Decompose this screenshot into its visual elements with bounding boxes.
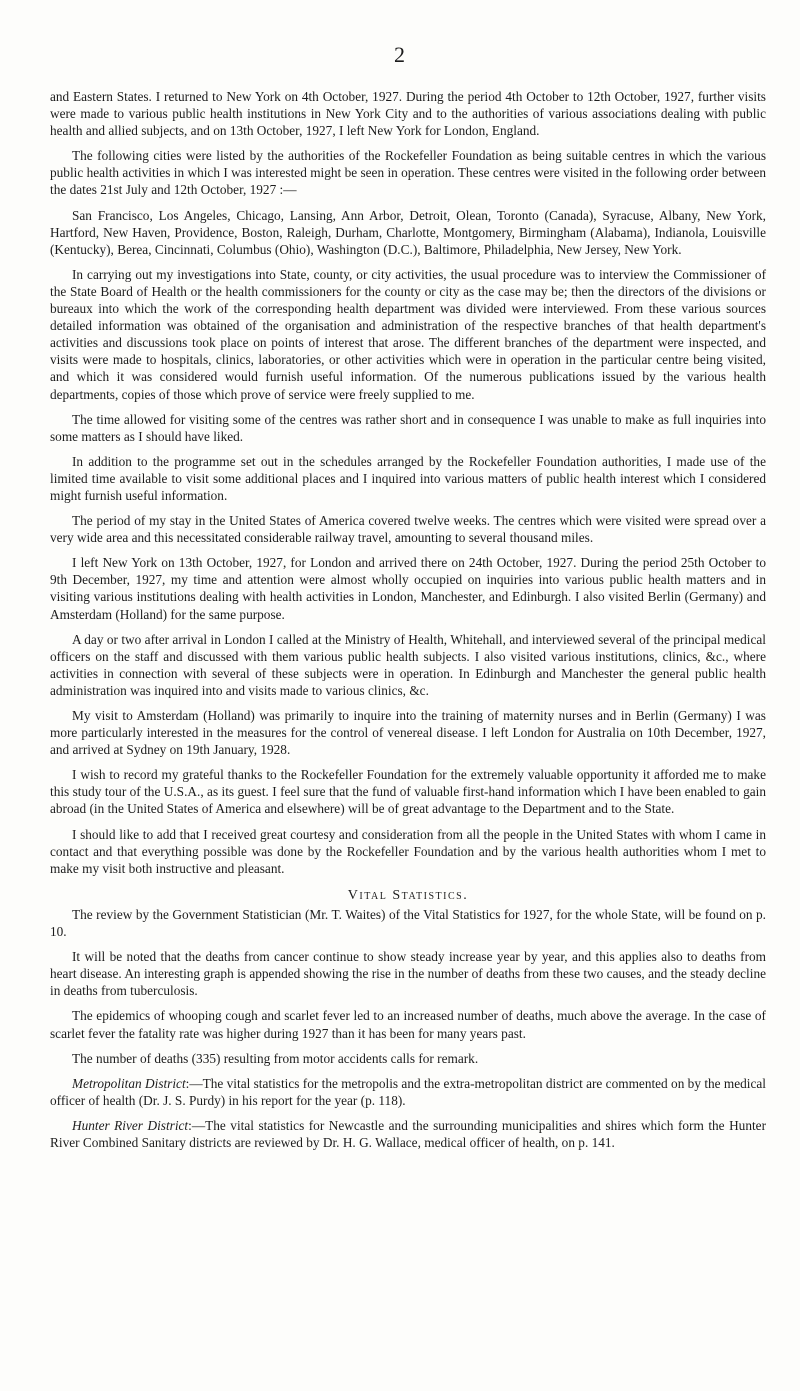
paragraph-cities-list: San Francisco, Los Angeles, Chicago, Lansing, Ann Arbor, Detroit, Olean, Toronto (Canada), Syracuse, Albany, New York, Hartford, New Haven, Providence, Boston, Raleigh, Durham, Charlotte, Montgomery, Birmingham (Alabama), Indianola, Louisville (Kentucky), Berea, Cincinnati, Columbus (Ohio), Washington (D.C.), Baltimore, Philadelphia, New Jersey, New York. [50,207,766,257]
paragraph-travel-return: and Eastern States. I returned to New York on 4th October, 1927. During the period 4th October to 12th October, 1927, further visits were made to various public health institutions in New York City and to the authorities of various associations dealing with public health and allied subjects, and on 13th October, 1927, I left New York for London, England. [50,89,766,139]
section-heading-vital-statistics: Vital Statistics. [347,887,469,903]
paragraph-amsterdam-berlin: My visit to Amsterdam (Holland) was primarily to inquire into the training of maternity nurses and in Berlin (Germany) I was more particularly interested in the measures for the control of venereal disease. I left London for Australia on 10th December, 1927, and arrived at Sydney on 19th January, 1928. [50,708,766,758]
paragraph-london-visit: I left New York on 13th October, 1927, for London and arrived there on 24th October, 1927. During the period 25th October to 9th December, 1927, my time and attention were almost wholly occupied on inquiries into various public health matters and in visiting various institutions dealing with health activities in London, Manchester, and Edinburgh. I also visited Berlin (Germany) and Amsterdam (Holland) for the same purpose. [50,555,766,622]
paragraph-hunter-river [50,1117,766,1151]
paragraph-courtesy: I should like to add that I received great courtesy and consideration from all the people in the United States with whom I came in contact and that everything possible was done by the Rockefeller Foundation and by the various health authorities whom I met to make my visit both instructive and pleasant. [50,826,766,876]
paragraph-stay-period: The period of my stay in the United States of America covered twelve weeks. The centres which were visited were spread over a very wide area and this necessitated considerable railway travel, amounting to several thousand miles. [50,513,766,546]
paragraph-thanks: I wish to record my grateful thanks to the Rockefeller Foundation for the extremely valuable opportunity it afforded me to make this study tour of the U.S.A., as its guest. I feel sure that the fund of valuable first-hand information which I have been enabled to gain abroad (in the United States of America and elsewhere) will be of great advantage to the Department and to the State. [50,767,766,817]
hunter-label: Hunter River District [72,1117,189,1133]
document-body [50,88,766,1159]
paragraph-additional-places: In addition to the programme set out in the schedules arranged by the Rockefeller Foundation authorities, I made use of the limited time available to visit some additional places and I inquired into various matters of public health interest which I considered might furnish useful information. [50,453,766,503]
page-number: 2 [394,42,406,67]
paragraph-metropolitan [50,1075,766,1109]
paragraph-cancer-heart: It will be noted that the deaths from cancer continue to show steady increase year by year, and this applies also to deaths from heart disease. An interesting graph is appended showing the rise in the number of deaths from these two causes, and the steady decline in deaths from tuberculosis. [50,949,766,999]
metropolitan-label: Metropolitan District [72,1075,186,1091]
paragraph-cities-intro: The following cities were listed by the authorities of the Rockefeller Foundation as being suitable centres in which the various public health activities in which I was interested might be seen in operation. These centres were visited in the following order between the dates 21st July and 12th October, 1927 :— [50,148,766,198]
paragraph-time-allowed: The time allowed for visiting some of the centres was rather short and in consequence I was unable to make as full inquiries into some matters as I should have liked. [50,411,766,444]
paragraph-ministry-health: A day or two after arrival in London I called at the Ministry of Health, Whitehall, and interviewed several of the principal medical officers on the staff and discussed with them various public health subjects. I also visited various institutions, clinics, &c., where activities in connection with several of these subjects were in operation. In Edinburgh and Manchester the general public health administration was inquired into and visits made to various clinics, &c. [50,631,766,698]
hunter-text: :—The vital statistics for Newcastle and the surrounding municipalities and shires which form the Hunter River Combined Sanitary districts are reviewed by Dr. H. G. Wallace, medical officer of health, on p. 141. [50,1117,766,1150]
paragraph-vital-review: The review by the Government Statistician (Mr. T. Waites) of the Vital Statistics for 1927, for the whole State, will be found on p. 10. [50,906,766,940]
paragraph-procedure: In carrying out my investigations into State, county, or city activities, the usual procedure was to interview the Commissioner of the State Board of Health or the health commissioners for the county or city as the case may be; then the directors of the divisions or bureaux into which the work of the corresponding health department was divided were interviewed. From these various sources detailed information was obtained of the organisation and administration of the respective branches of that health department's activities and discussions took place on points of interest that arose. The different branches of the department were inspected, and visits were made to hospitals, clinics, laboratories, or other activities which were in operation in the particular centre being visited, and which it was considered would furnish useful information. Of the numerous publications issued by the various health departments, copies of those which prove of service were freely supplied to me. [50,266,766,402]
paragraph-motor-accidents: The number of deaths (335) resulting from motor accidents calls for remark. [72,1050,479,1066]
metropolitan-text: :—The vital statistics for the metropolis and the extra-metropolitan district are commented on by the medical officer of health (Dr. J. S. Purdy) in his report for the year (p. 118). [50,1075,766,1108]
paragraph-epidemics: The epidemics of whooping cough and scarlet fever led to an increased number of deaths, much above the average. In the case of scarlet fever the fatality rate was higher during 1927 than it has been for many years past. [50,1008,766,1041]
